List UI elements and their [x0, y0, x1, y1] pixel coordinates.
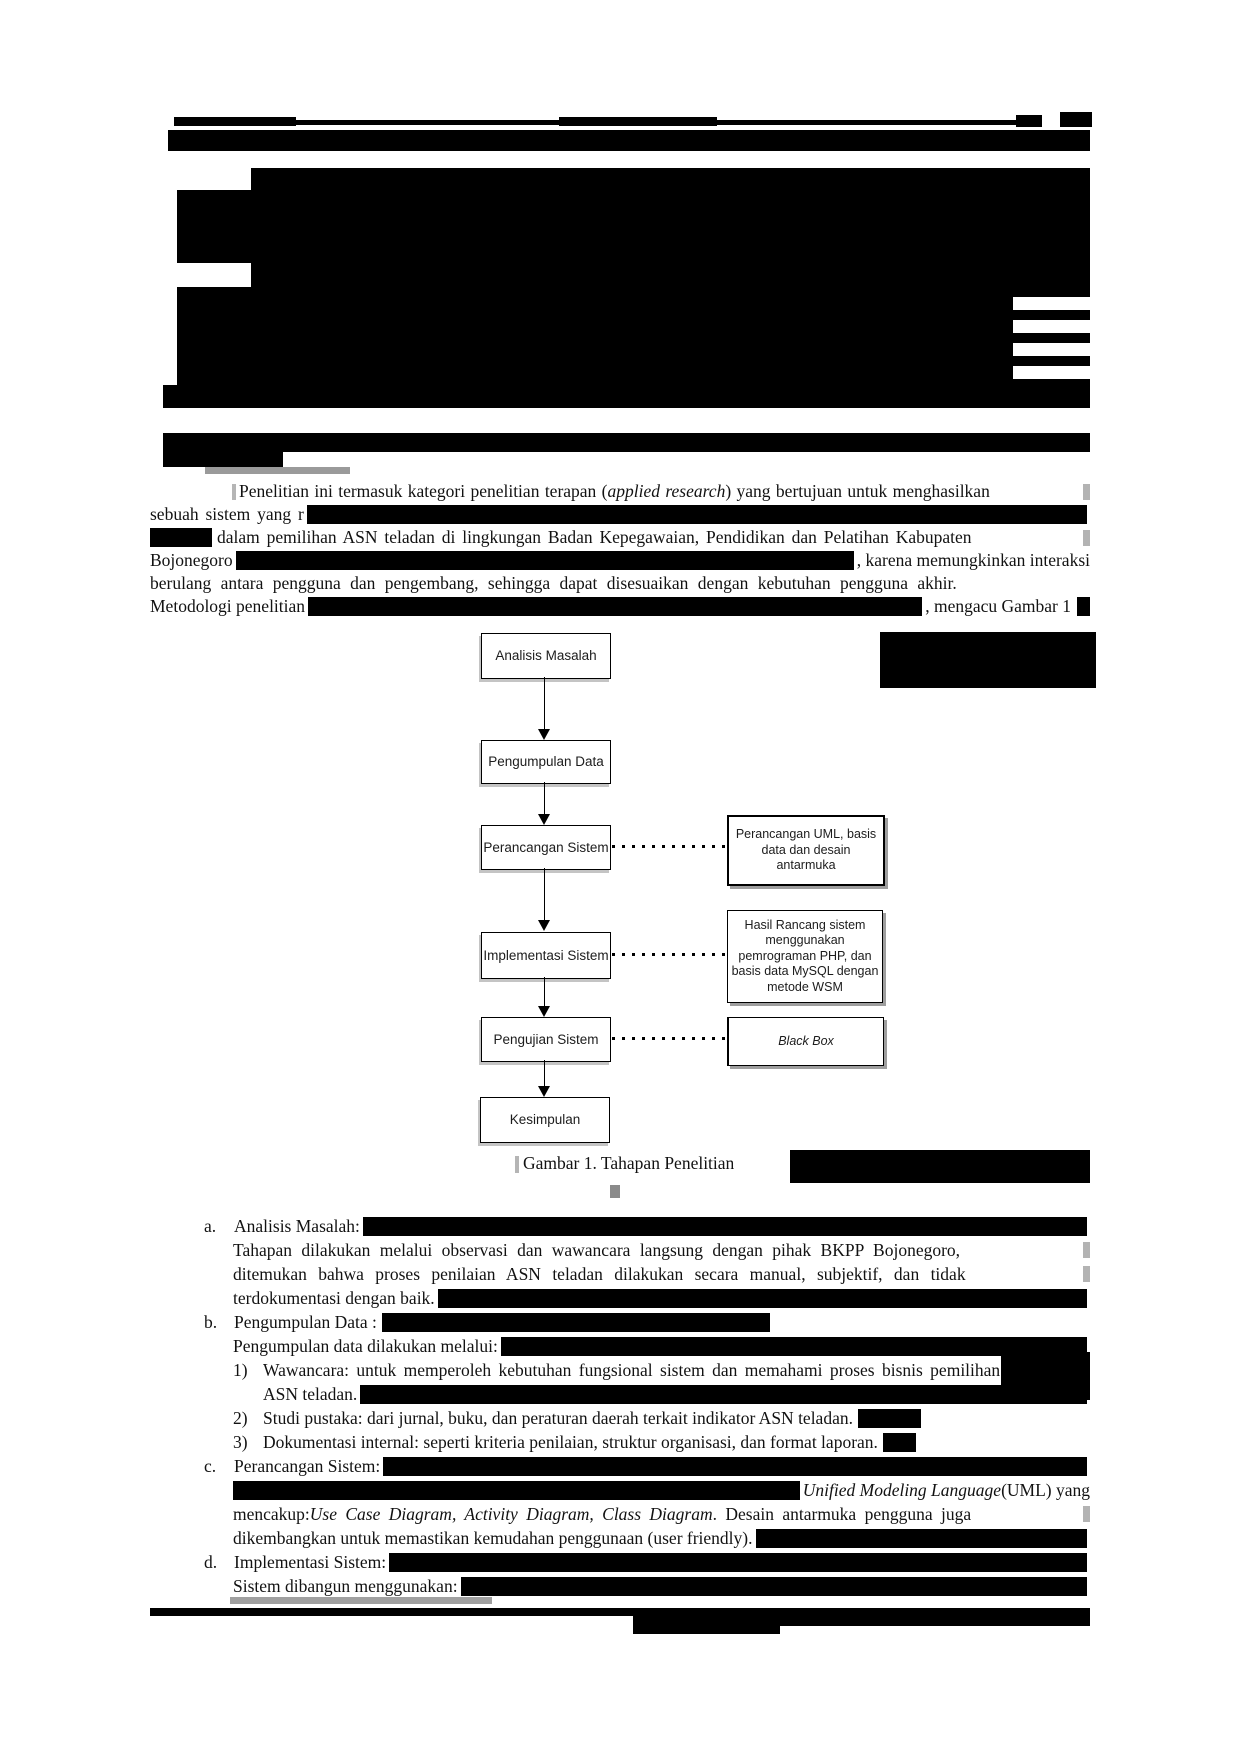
list-text: . Desain antarmuka pengguna juga — [712, 1504, 972, 1524]
flowchart-node-pengumpulan-data — [481, 740, 611, 784]
redaction-remnant — [205, 467, 350, 474]
redaction-figure-note — [880, 632, 1096, 688]
redaction-footer — [633, 1616, 780, 1634]
flowchart-node-implementasi-sistem — [481, 932, 611, 979]
dotted-connector — [612, 845, 725, 848]
list-line — [150, 1286, 1090, 1310]
paragraph-text: , mengacu Gambar 1 — [925, 596, 1071, 616]
list-title: Implementasi Sistem: — [234, 1552, 387, 1572]
list-text: Wawancara: untuk memperoleh kebutuhan fungsional sistem dan memahami proses bisnis pemilihan — [263, 1360, 1001, 1380]
list-text: mencakup: — [233, 1504, 310, 1524]
redaction-inline — [883, 1433, 916, 1452]
redaction-inline — [360, 1385, 1087, 1404]
redaction-title-block — [251, 168, 1090, 190]
redaction-inline — [233, 1481, 800, 1500]
redaction-bar — [1060, 112, 1092, 127]
list-title: Analisis Masalah: — [234, 1216, 360, 1236]
paragraph-line — [150, 572, 1090, 595]
redaction-footer — [780, 1616, 1090, 1626]
redaction-inline — [308, 597, 922, 616]
justification-mark — [1083, 1242, 1090, 1258]
flowchart-node-label: Analisis Masalah — [495, 648, 597, 663]
redaction-footer — [150, 1608, 1090, 1616]
list-text: dikembangkan untuk memastikan kemudahan penggunaan (user friendly). — [233, 1528, 753, 1548]
redaction-bar — [296, 120, 559, 125]
list-line — [150, 1262, 1090, 1286]
redaction-bar — [1013, 310, 1090, 320]
dotted-connector — [612, 1037, 725, 1040]
redaction-inline — [150, 528, 212, 547]
flow-arrow-line — [544, 782, 545, 814]
redaction-bar — [1016, 115, 1042, 127]
redaction-bar — [559, 117, 717, 126]
redaction-inline — [363, 1217, 1087, 1236]
flowchart-annotation-implementation — [727, 910, 883, 1003]
arrow-down-icon — [538, 920, 550, 931]
paragraph-line — [150, 595, 1090, 618]
list-line — [150, 1382, 1090, 1406]
list-number: 2) — [233, 1408, 248, 1428]
list-text: Tahapan dilakukan melalui observasi dan wawancara langsung dengan pihak BKPP Bojonegoro, — [233, 1240, 961, 1260]
flowchart-node-pengujian-sistem — [481, 1017, 611, 1062]
flowchart-node-analisis-masalah — [481, 633, 611, 679]
paragraph-text: ) yang bertujuan untuk menghasilkan — [725, 481, 990, 501]
flow-arrow-line — [544, 677, 545, 729]
list-item-1 — [150, 1358, 1090, 1382]
list-label: c. — [204, 1456, 217, 1476]
list-text-italic: Unified Modeling Language — [802, 1480, 1002, 1500]
justification-mark — [515, 1156, 519, 1173]
redaction-inline — [501, 1337, 1087, 1356]
redaction-title-block — [177, 190, 1090, 263]
redaction-inline — [389, 1553, 1087, 1572]
redaction-inline — [858, 1409, 921, 1428]
list-line — [150, 1334, 1090, 1358]
paragraph-text: berulang antara pengguna dan pengembang, sehingga dapat disesuaikan dengan kebutuhan pengguna akhir. — [150, 573, 957, 593]
list-line — [150, 1574, 1090, 1598]
arrow-down-icon — [538, 729, 550, 740]
flowchart-node-label: Kesimpulan — [509, 1112, 581, 1127]
list-title: Perancangan Sistem: — [234, 1456, 381, 1476]
list-item-d — [150, 1550, 1090, 1574]
list-label: d. — [204, 1552, 218, 1572]
paragraph-line — [150, 526, 1090, 549]
list-text: Dokumentasi internal: seperti kriteria penilaian, struktur organisasi, dan format laporan. — [263, 1432, 878, 1452]
redaction-caption — [790, 1150, 1090, 1183]
justification-mark — [1083, 1266, 1090, 1282]
redaction-title-block — [251, 263, 1090, 287]
paragraph-text: , karena memungkinkan interaksi — [856, 550, 1090, 570]
flowchart-node-label: Pengumpulan Data — [488, 754, 604, 769]
redaction-bar — [1013, 287, 1090, 297]
paragraph-text: Bojonegoro — [150, 550, 233, 570]
redaction-bar — [1001, 1352, 1090, 1400]
flow-arrow-line — [544, 977, 545, 1006]
redaction-section-heading — [163, 433, 1090, 452]
list-item-3 — [150, 1430, 1090, 1454]
list-label: a. — [204, 1216, 217, 1236]
arrow-down-icon — [538, 814, 550, 825]
flow-arrow-line — [544, 868, 545, 920]
list-text: Studi pustaka: dari jurnal, buku, dan peraturan daerah terkait indikator ASN teladan. — [263, 1408, 853, 1428]
paragraph-line — [150, 480, 1090, 503]
redaction-inline — [307, 505, 1087, 524]
redaction-bar — [717, 120, 1016, 125]
redaction-section-heading — [163, 385, 1090, 408]
list-title: Pengumpulan Data : — [234, 1312, 377, 1332]
list-text-italic: Use Case Diagram, Activity Diagram, Class Diagram — [309, 1504, 713, 1524]
list-line — [150, 1502, 1090, 1526]
paragraph-line — [150, 503, 1090, 526]
list-line — [150, 1238, 1090, 1262]
flowchart-node-label: Implementasi Sistem — [483, 947, 609, 963]
flowchart-annotation-label: Hasil Rancang sistem menggunakan pemrograman PHP, dan basis data MySQL dengan metode WSM — [731, 917, 879, 994]
list-text: (UML) yang — [1001, 1480, 1090, 1500]
dotted-connector — [612, 953, 725, 956]
figure-caption: Gambar 1. Tahapan Penelitian — [523, 1153, 735, 1173]
flowchart-node-label: Pengujian Sistem — [493, 1031, 599, 1047]
paragraph-text: Penelitian ini termasuk kategori penelitian terapan ( — [239, 481, 608, 501]
redaction-bar — [168, 130, 1090, 151]
list-line — [150, 1478, 1090, 1502]
justification-mark — [1083, 484, 1090, 500]
redaction-inline — [756, 1529, 1088, 1548]
list-number: 1) — [233, 1360, 248, 1380]
list-item-2 — [150, 1406, 1090, 1430]
flowchart-node-label: Perancangan Sistem — [483, 839, 609, 855]
redaction-inline — [383, 1457, 1087, 1476]
list-label: b. — [204, 1312, 218, 1332]
paragraph-line — [150, 549, 1090, 572]
redaction-bar — [1013, 333, 1090, 343]
paragraph-text: Metodologi penelitian — [150, 596, 306, 616]
flowchart-annotation-testing — [727, 1017, 884, 1066]
list-text: ditemukan bahwa proses penilaian ASN teladan dilakukan secara manual, subjektif, dan tidak — [233, 1264, 966, 1284]
redaction-inline — [438, 1289, 1087, 1308]
justification-mark — [1083, 530, 1090, 546]
flowchart-annotation-label: Black Box — [778, 1033, 834, 1048]
redaction-inline — [236, 551, 854, 570]
list-number: 3) — [233, 1432, 248, 1452]
redaction-inline — [1077, 597, 1090, 616]
flowchart-node-perancangan-sistem — [481, 825, 611, 870]
list-text: Sistem dibangun menggunakan: — [233, 1576, 458, 1596]
redaction-remnant — [610, 1185, 620, 1198]
redaction-inline — [382, 1313, 770, 1332]
redaction-remnant — [230, 1597, 492, 1604]
list-text: terdokumentasi dengan baik. — [233, 1288, 435, 1308]
flow-arrow-line — [544, 1060, 545, 1086]
redaction-bar — [174, 117, 296, 126]
list-text: Pengumpulan data dilakukan melalui: — [233, 1336, 498, 1356]
list-text: ASN teladan. — [263, 1384, 358, 1404]
paragraph-text-italic: applied research — [607, 481, 726, 501]
arrow-down-icon — [538, 1086, 550, 1097]
list-item-c — [150, 1454, 1090, 1478]
redaction-inline — [461, 1577, 1087, 1596]
flowchart-node-kesimpulan — [480, 1097, 610, 1143]
redaction-bar — [1013, 356, 1090, 366]
justification-mark — [232, 484, 236, 500]
paragraph-text: dalam pemilihan ASN teladan di lingkungan Badan Kepegawaian, Pendidikan dan Pelatihan Kabupaten — [217, 527, 972, 547]
flowchart-annotation-label: Perancangan UML, basis data dan desain antarmuka — [735, 827, 877, 873]
list-item-a — [150, 1214, 1090, 1238]
justification-mark — [1083, 1506, 1090, 1522]
list-line — [150, 1526, 1090, 1550]
list-item-b — [150, 1310, 1090, 1334]
flowchart-annotation-design — [727, 815, 885, 886]
arrow-down-icon — [538, 1006, 550, 1017]
paragraph-text: sebuah sistem yang r — [150, 504, 304, 524]
redaction-section-heading — [163, 452, 283, 467]
